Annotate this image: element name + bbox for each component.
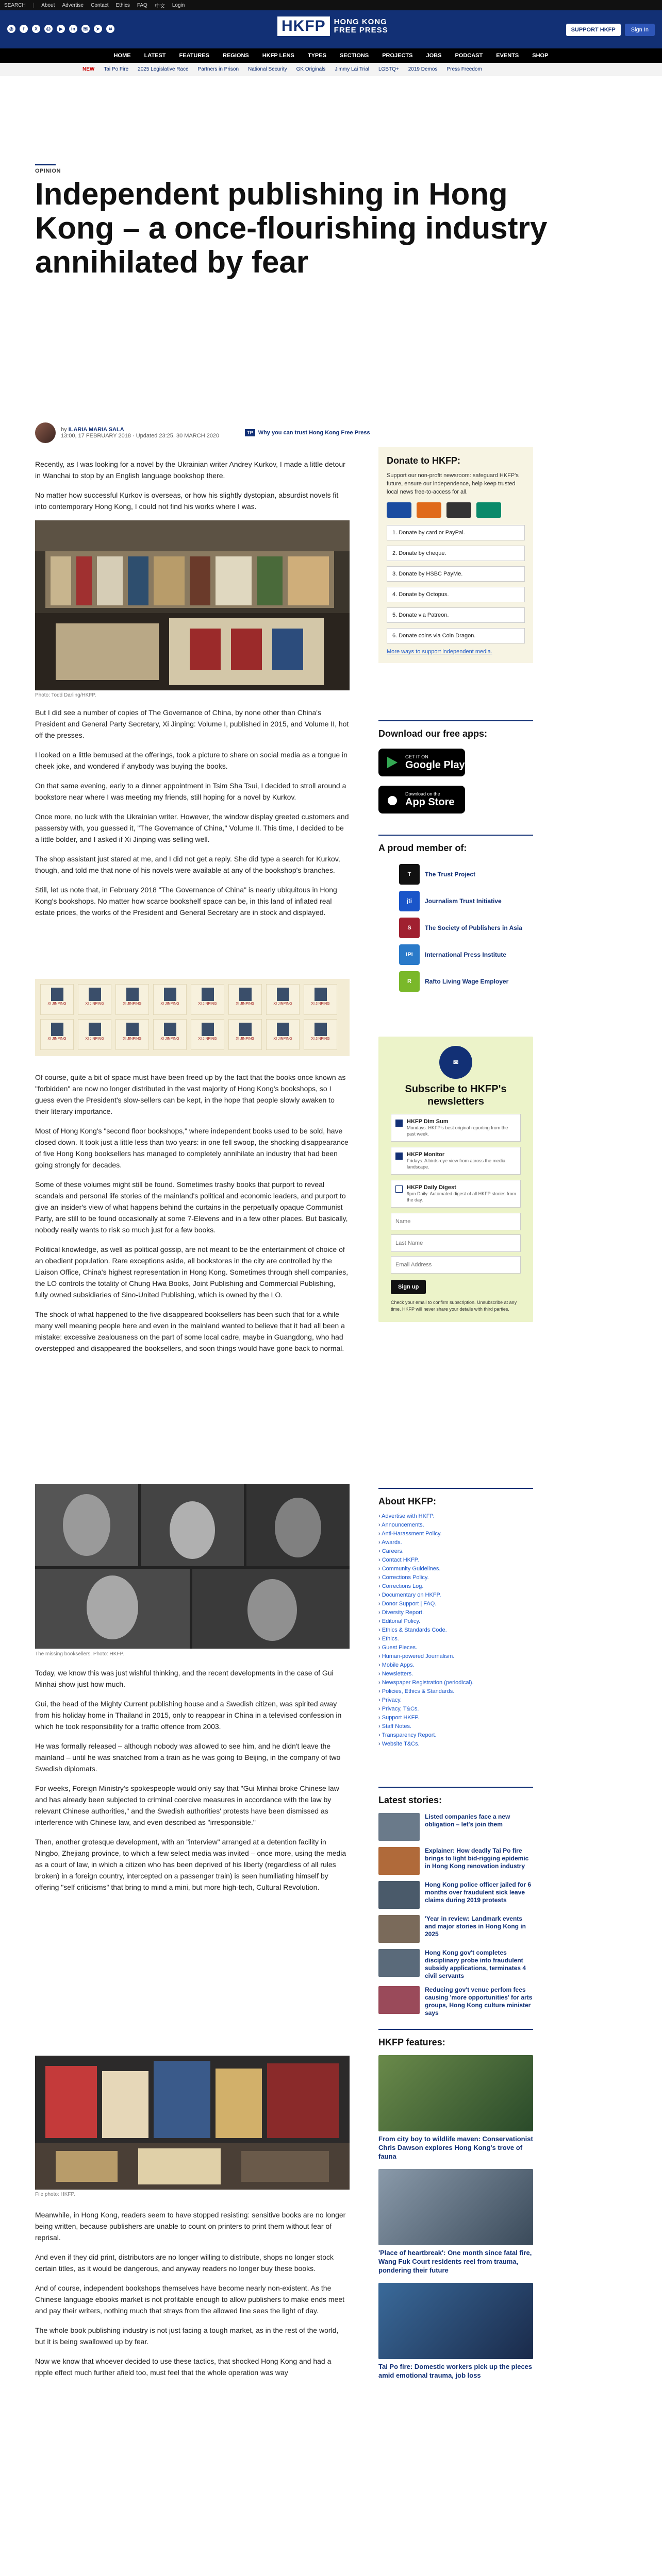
- author-name[interactable]: ILARIA MARIA SALA: [68, 427, 124, 433]
- feature-image: [378, 2055, 533, 2131]
- rafto-logo: R: [399, 971, 420, 992]
- feature-image: [378, 2169, 533, 2245]
- signin-button[interactable]: Sign In: [625, 24, 655, 36]
- paragraph: He was formally released – although nobody was allowed to see him, and he didn't leave the mainland – until he was snatched from a train as he was going to Beijing, in the company of two Swedish diplomats.: [35, 1742, 341, 1773]
- feature-story[interactable]: [378, 2169, 533, 2275]
- donate-option-coins[interactable]: 6. Donate coins via Coin Dragon.: [387, 628, 525, 643]
- ethics-link[interactable]: Ethics: [115, 2, 130, 8]
- member-list: [378, 861, 533, 995]
- book-cover: [191, 984, 224, 1015]
- mail-icon: ✉: [439, 1046, 472, 1079]
- features-box: [378, 2025, 533, 2388]
- member-name: International Press Institute: [425, 951, 507, 958]
- newsletter-box: [378, 1037, 533, 1322]
- threads-icon[interactable]: @: [44, 25, 53, 33]
- book-title: XI JINPING: [273, 1037, 292, 1041]
- about-title: About HKFP:: [378, 1496, 436, 1506]
- booksellers-photo-svg: [35, 1484, 350, 1649]
- signup-button[interactable]: Sign up: [391, 1280, 426, 1294]
- header-actions: [566, 24, 655, 36]
- nav-shop[interactable]: SHOP: [532, 53, 549, 59]
- paragraph: Most of Hong Kong's "second floor bookshops," where independent books used to be sold, have closed down. It took just a little less than two years: in one fell swoop, the shocking disappearance of five Hong Kong booksellers has managed to completely annihilate an industry that had been going strongly for decades.: [35, 1127, 349, 1169]
- donate-box: [378, 447, 533, 663]
- youtube-icon[interactable]: ▶: [57, 25, 65, 33]
- feature-story[interactable]: [378, 2055, 533, 2161]
- portrait: [315, 988, 327, 1001]
- section-rule: [378, 835, 533, 836]
- trending-link[interactable]: 2019 Demos: [408, 66, 438, 72]
- portrait: [277, 988, 289, 1001]
- nav-home[interactable]: HOME: [113, 53, 131, 59]
- member-trust-project[interactable]: [399, 861, 533, 888]
- google-play-button[interactable]: [378, 749, 465, 776]
- latest-story[interactable]: [378, 1915, 533, 1943]
- portrait: [51, 988, 63, 1001]
- apple-icon: [386, 793, 399, 806]
- book-title: XI JINPING: [123, 1002, 142, 1006]
- donate-option-payme[interactable]: 3. Donate by HSBC PayMe.: [387, 566, 525, 582]
- author-avatar[interactable]: [35, 422, 56, 443]
- nav-features[interactable]: FEATURES: [179, 53, 209, 59]
- about-link[interactable]: › Corrections Log.: [378, 1582, 533, 1591]
- book-title: XI JINPING: [311, 1037, 330, 1041]
- donate-option-cheque[interactable]: 2. Donate by cheque.: [387, 546, 525, 561]
- logo-name: [334, 18, 388, 35]
- trending-link[interactable]: GK Originals: [296, 66, 326, 72]
- card-icon: [476, 502, 501, 518]
- last-name-input[interactable]: [391, 1234, 521, 1252]
- book-title: XI JINPING: [236, 1037, 255, 1041]
- about-link[interactable]: › Editorial Policy.: [378, 1617, 533, 1626]
- booksellers-photo: [35, 1484, 350, 1649]
- donate-option-patreon[interactable]: 5. Donate via Patreon.: [387, 607, 525, 623]
- about-link[interactable]: › Newsletters.: [378, 1670, 533, 1679]
- trust-project-logo: T: [399, 864, 420, 885]
- jti-logo: jti: [399, 891, 420, 911]
- trending-link[interactable]: Jimmy Lai Trial: [335, 66, 369, 72]
- about-link[interactable]: › Careers.: [378, 1547, 533, 1556]
- linkedin-icon[interactable]: in: [69, 25, 77, 33]
- member-rafto[interactable]: [399, 968, 533, 995]
- bookshop-photo-svg: [35, 520, 350, 690]
- member-name: Rafto Living Wage Employer: [425, 978, 509, 985]
- photo-caption: Photo: Todd Darling/HKFP.: [35, 692, 96, 698]
- paragraph: And even if they did print, distributors are no longer willing to distribute, shops no longer stock certain titles, as it would be dangerous, and anyway readers no longer buy these books.: [35, 2253, 334, 2273]
- trust-label: Why you can trust Hong Kong Free Press: [258, 430, 370, 436]
- nav-sections[interactable]: SECTIONS: [339, 53, 369, 59]
- about-links: [378, 1512, 533, 1749]
- paragraph: Meanwhile, in Hong Kong, readers seem to have stopped resisting: sensitive books are no longer being written, because publishers are unable to count on printers to print them without fear of reprisal.: [35, 2211, 346, 2242]
- portrait: [202, 988, 214, 1001]
- paragraph: The whole book publishing industry is not just facing a tough market, as in the rest of the world, but it is being swallowed up by fear.: [35, 2326, 339, 2346]
- paragraph: Then, another grotesque development, with an "interview" arranged at a detention facility in Ningbo, Zhejiang province, to which a few select media was invited – once more, using the media as a court of law, in which a citizen who has been deprived of his liberty (regardless of all rules broken) in a foreign country, intercepted on a passenger train) is seen humiliating himself by offering "self criticisms" that bring to mind a mini, but more high-tech, Cultural Revolution.: [35, 1838, 346, 1891]
- trust-project-icon: TP: [245, 429, 255, 436]
- about-link[interactable]: › Awards.: [378, 1538, 533, 1547]
- nav-types[interactable]: TYPES: [307, 53, 326, 59]
- donate-option-card[interactable]: 1. Donate by card or PayPal.: [387, 525, 525, 540]
- book-cover: [40, 984, 74, 1015]
- paragraph: The shop assistant just stared at me, and I did not get a reply. She did type a search for Kurkov, though, and told me that none of his novels were available at any of the bookshop's branches.: [35, 855, 340, 874]
- portrait: [239, 1023, 252, 1036]
- paragraph: Now we know that whoever decided to use these tactics, that shocked Hong Kong and had a ripple effect much further afield too, must feel that the whole operation was way: [35, 2357, 332, 2377]
- book-title: XI JINPING: [47, 1002, 67, 1006]
- bookshop-photo: [35, 520, 350, 690]
- google-play-small: GET IT ON: [405, 754, 428, 759]
- byline-text: [61, 427, 219, 439]
- book-cover: [228, 984, 262, 1015]
- portrait: [239, 988, 252, 1001]
- about-link[interactable]: › Support HKFP.: [378, 1714, 533, 1722]
- section-rule: [378, 1787, 533, 1788]
- newsletter-fine-print: Check your email to confirm subscription. Unsubscribe at any time. HKFP will never share your details with third parties.: [391, 1300, 517, 1312]
- book-cover: [153, 984, 187, 1015]
- newsletter-option-daily[interactable]: [391, 1180, 521, 1208]
- latest-story[interactable]: [378, 1986, 533, 2017]
- paragraph: Political knowledge, as well as political gossip, are not meant to be the entertainment of choice of an obedient population. Rare exceptions aside, all bookstores in the city are controlled by the Liaison Office, China's highest representation in Hong Kong. Sometimes through shell companies, the LO controls the totality of Chung Hwa Books, Joint Publishing and Commercial Publishing, fully owned subsidiaries of Sino-United Publishing, which is owned by the LO.: [35, 1245, 349, 1299]
- trending-link[interactable]: Partners in Prison: [197, 66, 239, 72]
- x-icon[interactable]: X: [32, 25, 40, 33]
- about-link[interactable]: › Advertise with HKFP.: [378, 1512, 533, 1521]
- about-link[interactable]: › Transparency Report.: [378, 1731, 533, 1740]
- book-grid: [35, 979, 350, 1055]
- article-dates: 13:00, 17 FEBRUARY 2018 · Updated 23:25, 30 MARCH 2020: [61, 433, 220, 439]
- story-title[interactable]: 'Year in review: Landmark events and major stories in Hong Kong in 2025: [425, 1915, 526, 1938]
- paragraph: Still, let us note that, in February 2018 "The Governance of China" is nearly ubiquitous in Hong Kong's bookshops. No matter how scarce bookshelf space can be, in this land of inflated real estate prices, the works of the President and General Secretary are in stock and displayed.: [35, 886, 337, 917]
- trending-bar: [0, 63, 662, 76]
- paragraph: On that same evening, early to a dinner appointment in Tsim Sha Tsui, I decided to stroll around a bookstore near where I was meeting my friends, still hoping for a novel by Kurkov.: [35, 782, 346, 801]
- newsletter-name: HKFP Dim Sum: [407, 1118, 449, 1125]
- email-input[interactable]: [391, 1256, 521, 1274]
- story-thumbnail: [378, 1915, 420, 1943]
- about-link[interactable]: › Ethics.: [378, 1635, 533, 1643]
- member-jti[interactable]: [399, 888, 533, 914]
- new-badge: NEW: [82, 66, 95, 72]
- checkbox-unchecked[interactable]: [395, 1185, 403, 1193]
- book-cover: [266, 984, 300, 1015]
- donate-text: Support our non-profit newsroom: safeguard HKFP's future, ensure our independence, help keep trusted local news free-to-access for all.: [387, 472, 519, 495]
- google-play-big: Google Play: [405, 759, 465, 771]
- latest-story[interactable]: [378, 1813, 533, 1841]
- nav-projects[interactable]: PROJECTS: [382, 53, 413, 59]
- members-box: [378, 831, 533, 995]
- nav-podcast[interactable]: PODCAST: [455, 53, 483, 59]
- card-icon: [387, 502, 411, 518]
- book-cover: [78, 1019, 111, 1050]
- paragraph: Once more, no luck with the Ukrainian writer. However, the window display greeted customers and passersby with, you guessed it, "The Governance of China," Volume II. This time, I decided to be a little bolder, and I asked if Xi Jinping was selling well.: [35, 812, 349, 843]
- member-sopa[interactable]: [399, 914, 533, 941]
- article-body: [35, 707, 350, 926]
- portrait: [315, 1023, 327, 1036]
- feature-title[interactable]: From city boy to wildlife maven: Conservationist Chris Dawson explores Hong Kong's trove of fauna: [378, 2135, 533, 2160]
- name-input[interactable]: [391, 1213, 521, 1230]
- about-link[interactable]: › Announcements.: [378, 1521, 533, 1530]
- logo-line-2: FREE PRESS: [334, 26, 388, 35]
- logo-line-1: HONG KONG: [334, 18, 387, 26]
- member-ipi[interactable]: [399, 941, 533, 968]
- about-link[interactable]: › Website T&Cs.: [378, 1740, 533, 1749]
- book-cover: [304, 984, 337, 1015]
- nav-hkfp-lens[interactable]: HKFP LENS: [262, 53, 294, 59]
- about-box: [378, 1484, 533, 1749]
- donate-option-octopus[interactable]: 4. Donate by Octopus.: [387, 587, 525, 602]
- book-title: XI JINPING: [160, 1037, 179, 1041]
- card-icon: [446, 502, 471, 518]
- instagram-icon[interactable]: ◎: [7, 25, 15, 33]
- about-link[interactable]: › Contact HKFP.: [378, 1556, 533, 1565]
- book-cover: [228, 1019, 262, 1050]
- newsletter-name: HKFP Monitor: [407, 1151, 445, 1158]
- sopa-logo: S: [399, 918, 420, 938]
- site-header: [0, 10, 662, 48]
- book-cover: [78, 984, 111, 1015]
- donate-badges: [387, 502, 525, 518]
- portrait: [126, 988, 139, 1001]
- paragraph: No matter how successful Kurkov is overseas, or how his slightly dystopian, absurdist novels fit into contemporary Hong Kong, I could not find his works where I was.: [35, 491, 339, 511]
- newsletter-name: HKFP Daily Digest: [407, 1184, 456, 1191]
- about-link[interactable]: › Documentary on HKFP.: [378, 1591, 533, 1600]
- card-icon: [417, 502, 441, 518]
- book-cover: [115, 1019, 149, 1050]
- photo-caption: The missing booksellers. Photo: HKFP.: [35, 1651, 124, 1657]
- feature-story[interactable]: [378, 2283, 533, 2380]
- about-link[interactable]: › Guest Pieces.: [378, 1643, 533, 1652]
- logo-mark: HKFP: [277, 16, 330, 36]
- about-link[interactable]: › Privacy, T&Cs.: [378, 1705, 533, 1714]
- story-title[interactable]: Reducing gov't venue perfom fees causing 'more opportunities' for arts groups, Hong Kong culture minister says: [425, 1986, 533, 2016]
- about-link[interactable]: › Policies, Ethics & Standards.: [378, 1687, 533, 1696]
- book-title: XI JINPING: [85, 1037, 104, 1041]
- section-rule: [378, 720, 533, 721]
- donate-more-link[interactable]: More ways to support independent media.: [387, 649, 492, 655]
- trust-link[interactable]: [245, 429, 370, 436]
- rss-icon[interactable]: ≋: [106, 25, 114, 33]
- about-link[interactable]: › Staff Notes.: [378, 1722, 533, 1731]
- feature-title[interactable]: 'Place of heartbreak': One month since fatal fire, Wang Fuk Court residents reel from trauma, pondering their future: [378, 2249, 532, 2274]
- paragraph: Of course, quite a bit of space must have been freed up by the fact that the books once known as "forbidden" are now no longer distributed in the vast majority of Hong Kong's bookshops, so I guess even the President's slow-sellers can be kept, in the hope that people slowly awaken to their literary importance.: [35, 1073, 346, 1115]
- latest-story[interactable]: [378, 1847, 533, 1875]
- article-body: [35, 1667, 350, 1901]
- about-link[interactable]: › Diversity Report.: [378, 1608, 533, 1617]
- main-nav: [0, 48, 662, 63]
- nav-events[interactable]: EVENTS: [496, 53, 519, 59]
- newsletter-desc: 9pm Daily: Automated digest of all HKFP stories from the day.: [407, 1191, 516, 1202]
- trending-link[interactable]: National Security: [248, 66, 287, 72]
- latest-title: Latest stories:: [378, 1795, 442, 1805]
- newsletter-option-monitor[interactable]: [391, 1147, 521, 1175]
- story-title[interactable]: Hong Kong gov't completes disciplinary probe into fraudulent subsidy applications, terminates 4 civil servants: [425, 1949, 526, 1979]
- nav-latest[interactable]: LATEST: [144, 53, 166, 59]
- about-link[interactable]: › Community Guidelines.: [378, 1565, 533, 1573]
- member-title: A proud member of:: [378, 843, 467, 853]
- advertise-link[interactable]: Advertise: [62, 2, 84, 8]
- book-title: XI JINPING: [47, 1037, 67, 1041]
- latest-stories-box: [378, 1783, 533, 2023]
- story-thumbnail: [378, 1813, 420, 1841]
- paragraph: I looked on a little bemused at the offerings, took a picture to share on social media as a tongue in cheek joke, and wondered if anybody was buying the books.: [35, 751, 348, 770]
- file-photo: [35, 2056, 350, 2190]
- article-body: [35, 1072, 350, 1362]
- portrait: [89, 988, 101, 1001]
- trending-link[interactable]: LGBTQ+: [378, 66, 399, 72]
- app-store-button[interactable]: [378, 786, 465, 814]
- book-cover: [304, 1019, 337, 1050]
- paragraph: Today, we know this was just wishful thinking, and the recent developments in the case of Gui Minhai show just how much.: [35, 1669, 334, 1688]
- photo-caption: File photo: HKFP.: [35, 2192, 75, 2197]
- portrait: [202, 1023, 214, 1036]
- book-title: XI JINPING: [198, 1002, 217, 1006]
- about-link[interactable]: › Anti-Harassment Policy.: [378, 1530, 533, 1538]
- site-logo[interactable]: [277, 16, 388, 36]
- paragraph: Recently, as I was looking for a novel by the Ukrainian writer Andrey Kurkov, I made a little detour in Wanchai to stop by an English language bookshop there.: [35, 460, 345, 480]
- trending-link[interactable]: Tai Po Fire: [104, 66, 129, 72]
- apps-box: [378, 716, 533, 823]
- book-title: XI JINPING: [85, 1002, 104, 1006]
- feature-image: [378, 2283, 533, 2359]
- portrait: [126, 1023, 139, 1036]
- article-body: [35, 2209, 350, 2386]
- portrait: [164, 988, 176, 1001]
- about-link[interactable]: › Corrections Policy.: [378, 1573, 533, 1582]
- trending-link[interactable]: Press Freedom: [446, 66, 482, 72]
- book-cover: [40, 1019, 74, 1050]
- portrait: [89, 1023, 101, 1036]
- member-name: The Society of Publishers in Asia: [425, 924, 522, 931]
- ipi-logo: IPI: [399, 944, 420, 965]
- search-link[interactable]: SEARCH: [4, 2, 26, 8]
- newsletter-desc: Mondays: HKFP's best original reporting from the past week.: [407, 1125, 508, 1137]
- latest-story[interactable]: [378, 1949, 533, 1980]
- top-utility-bar: [0, 0, 662, 10]
- latest-story[interactable]: [378, 1881, 533, 1909]
- portrait: [164, 1023, 176, 1036]
- about-link[interactable]: About: [41, 2, 55, 8]
- section-rule: [378, 2029, 533, 2030]
- whatsapp-icon[interactable]: ☏: [81, 25, 90, 33]
- faq-link[interactable]: FAQ: [137, 2, 147, 8]
- byline: [35, 422, 370, 443]
- book-title: XI JINPING: [311, 1002, 330, 1006]
- about-link[interactable]: › Mobile Apps.: [378, 1661, 533, 1670]
- book-cover: [153, 1019, 187, 1050]
- checkbox-checked[interactable]: [395, 1153, 403, 1160]
- about-link[interactable]: › Ethics & Standards Code.: [378, 1626, 533, 1635]
- story-thumbnail: [378, 1881, 420, 1909]
- member-name: The Trust Project: [425, 871, 476, 878]
- article-title: Independent publishing in Hong Kong – a once-flourishing industry annihilated by fear: [35, 177, 548, 279]
- app-store-small: Download on the: [405, 791, 440, 796]
- contact-link[interactable]: Contact: [91, 2, 109, 8]
- about-link[interactable]: › Donor Support | FAQ.: [378, 1600, 533, 1608]
- story-thumbnail: [378, 1847, 420, 1875]
- article-body: [35, 459, 350, 520]
- by-label: by: [61, 427, 67, 433]
- feature-title[interactable]: Tai Po fire: Domestic workers pick up the pieces amid emotional trauma, job loss: [378, 2363, 533, 2379]
- google-play-icon: [386, 756, 399, 769]
- social-links: [7, 25, 114, 33]
- nav-regions[interactable]: REGIONS: [223, 53, 249, 59]
- section-rule: [378, 1488, 533, 1489]
- book-title: XI JINPING: [160, 1002, 179, 1006]
- book-title: XI JINPING: [123, 1037, 142, 1041]
- xi-books-photo: [35, 979, 350, 1056]
- paragraph: But I did see a number of copies of The Governance of China, by none other than China's President and General Party Secretary, Xi Jinping: Volume I, published in 2015, and Volume II, hot off the presses.: [35, 708, 349, 739]
- story-thumbnail: [378, 1949, 420, 1977]
- checkbox-checked[interactable]: [395, 1120, 403, 1127]
- newsletter-option-dimsum[interactable]: [391, 1114, 521, 1142]
- paragraph: Gui, the head of the Mighty Current publishing house and a Swedish citizen, was spirited away from his holiday home in Thailand in 2015, only to reappear in China in a televised confession in which he took responsibility for a traffic offence from 2003.: [35, 1700, 342, 1731]
- paragraph: The shock of what happened to the five disappeared booksellers has been such that for a while many well meaning people here and even in the mainland wanted to believe that it had all been a mistake: excessive zealousness on the part of some local cadre, maybe in Guangdong, who had overstepped and disappeared the booksellers, and soon things would have gone back to normal.: [35, 1310, 345, 1352]
- book-title: XI JINPING: [273, 1002, 292, 1006]
- story-title[interactable]: Explainer: How deadly Tai Po fire brings to light bid-rigging epidemic in Hong Kong renovation industry: [425, 1847, 529, 1870]
- story-title[interactable]: Listed companies face a new obligation – let's join them: [425, 1813, 510, 1828]
- chinese-link[interactable]: 中文: [154, 3, 165, 9]
- kicker-rule: [35, 164, 56, 165]
- telegram-icon[interactable]: ➤: [94, 25, 102, 33]
- article-category[interactable]: OPINION: [35, 168, 61, 174]
- trending-link[interactable]: 2025 Legislative Race: [138, 66, 189, 72]
- book-title: XI JINPING: [236, 1002, 255, 1006]
- portrait: [277, 1023, 289, 1036]
- file-photo-svg: [35, 2056, 350, 2190]
- about-link[interactable]: › Human-powered Journalism.: [378, 1652, 533, 1661]
- about-link[interactable]: › Newspaper Registration (periodical).: [378, 1679, 533, 1687]
- story-title[interactable]: Hong Kong police officer jailed for 6 months over fraudulent sick leave claims during 2019 protests: [425, 1881, 532, 1904]
- paragraph: For weeks, Foreign Ministry's spokespeople would only say that "Gui Minhai broke Chinese law and has already been subjected to criminal coercive measures in accordance with the law by relevant Chinese authorities," and the Swedish authorities' protests have been dismissed as interference with Chinese law, and even described as "irresponsible.": [35, 1784, 339, 1826]
- divider: |: [32, 2, 35, 8]
- login-link[interactable]: Login: [172, 2, 185, 8]
- donate-title: Donate to HKFP:: [387, 455, 460, 466]
- portrait: [51, 1023, 63, 1036]
- newsletter-title: Subscribe to HKFP's newsletters: [405, 1083, 507, 1107]
- nav-jobs[interactable]: JOBS: [426, 53, 442, 59]
- member-name: Journalism Trust Initiative: [425, 897, 502, 905]
- story-thumbnail: [378, 1986, 420, 2014]
- paragraph: And of course, independent bookshops themselves have become nearly non-existent. As the Chinese language ebooks market is not profitable enough to allow publishers to make ends meet and pay their writers, nothing much that strays from the allowed line sees the light of day.: [35, 2284, 345, 2315]
- paragraph: Some of these volumes might still be found. Sometimes trashy books that purport to reveal scandals and personal life stories of the mainland's political and economic leaders, and purport to give an insider's view of what happens behind the curtains in the perpetually opaque Communist Party, are still to be found occasionally at some 7-Elevens and in a few other places. But basically, nobody really wants to risk so much just for a few books.: [35, 1180, 348, 1234]
- book-cover: [266, 1019, 300, 1050]
- about-link[interactable]: › Privacy.: [378, 1696, 533, 1705]
- facebook-icon[interactable]: f: [20, 25, 28, 33]
- newsletter-desc: Fridays: A birds-eye view from across the media landscape.: [407, 1158, 506, 1170]
- support-button[interactable]: SUPPORT HKFP: [566, 24, 621, 36]
- book-cover: [191, 1019, 224, 1050]
- book-title: XI JINPING: [198, 1037, 217, 1041]
- apps-title: Download our free apps:: [378, 728, 488, 739]
- app-store-big: App Store: [405, 796, 455, 808]
- features-title: HKFP features:: [378, 2037, 445, 2047]
- book-cover: [115, 984, 149, 1015]
